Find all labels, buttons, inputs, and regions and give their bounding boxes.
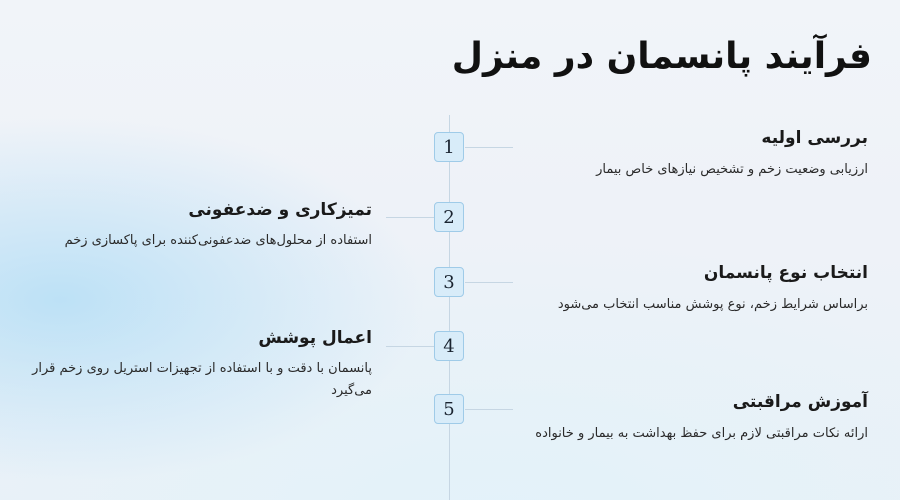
step-5-title: آموزش مراقبتی (732, 392, 868, 412)
step-4-title: اعمال پوشش (258, 328, 372, 348)
step-2-title: تمیزکاری و ضدعفونی (188, 200, 372, 220)
step-4-description: پانسمان با دقت و با استفاده از تجهیزات استریل روی زخم قرار می‌گیرد (32, 361, 372, 398)
step-1-connector (465, 147, 513, 148)
step-5 (528, 392, 868, 445)
step-3-connector (465, 282, 513, 283)
step-1-description: ارزیابی وضعیت زخم و تشخیص نیازهای خاص بیمار (596, 162, 868, 177)
step-2-connector (386, 217, 434, 218)
step-1-title: بررسی اولیه (761, 128, 868, 148)
step-5-description: ارائه نکات مراقبتی لازم برای حفظ بهداشت به بیمار و خانواده (535, 426, 868, 441)
step-2-description: استفاده از محلول‌های ضدعفونی‌کننده برای پاکسازی زخم (64, 233, 372, 248)
step-1-badge: 1 (434, 132, 464, 162)
step-4-badge: 4 (434, 331, 464, 361)
step-3 (528, 263, 868, 316)
step-4-connector (386, 346, 434, 347)
step-2 (22, 200, 372, 252)
step-3-title: انتخاب نوع پانسمان (703, 263, 868, 283)
step-2-badge: 2 (434, 202, 464, 232)
step-3-badge: 3 (434, 267, 464, 297)
step-5-connector (465, 409, 513, 410)
page-title: فرآیند پانسمان در منزل (451, 36, 872, 77)
step-1 (528, 128, 868, 181)
step-5-badge: 5 (434, 394, 464, 424)
step-4 (22, 328, 372, 402)
timeline-line (449, 115, 450, 500)
step-3-description: براساس شرایط زخم، نوع پوشش مناسب انتخاب می‌شود (557, 297, 868, 312)
